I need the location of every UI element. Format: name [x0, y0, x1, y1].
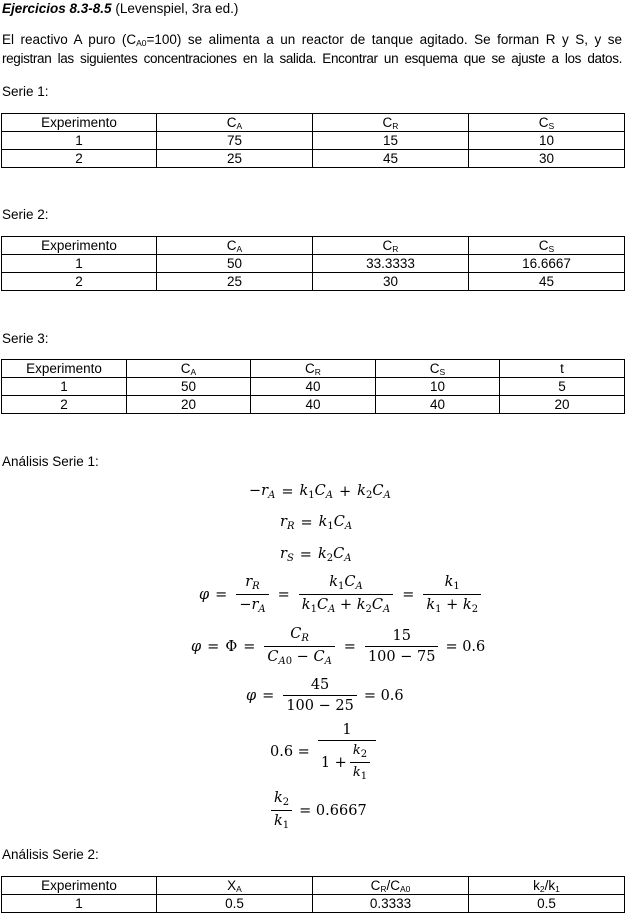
header-cell: $C_R$: [313, 114, 469, 132]
table-row: [2, 378, 625, 396]
table-cell: 50: [157, 255, 313, 273]
table-cell: 0.3333: [313, 895, 469, 913]
table-cell: 10: [376, 378, 500, 396]
table-row: [2, 132, 625, 150]
table-cell: 33.3333: [313, 255, 469, 273]
table-row: [2, 895, 625, 913]
table-header-row: [2, 237, 625, 255]
header-cell: Experimento: [2, 877, 157, 895]
ratio-equation: 0.6 = 1 1 + $\frac{k_2}{k_1}$: [270, 722, 379, 782]
table-header-row: [2, 114, 625, 132]
header-cell: $C_S$: [376, 360, 500, 378]
table-cell: 25: [157, 273, 313, 291]
ratio-result: $\frac{k_2}{k_1}$ = 0.6667: [268, 790, 367, 831]
header-cell: Experimento: [2, 360, 127, 378]
selectivity-experiment-1: φ = Φ = $\frac{C_R}{C_{A0} - C_A}$ = $\frac{15}{100 - 75}$ = 0.6: [191, 626, 486, 667]
table-cell: 2: [2, 396, 127, 414]
intro-paragraph: [2, 30, 622, 68]
table-cell: 45: [313, 150, 469, 168]
table-cell: 20: [500, 396, 625, 414]
table-cell: 0.5: [469, 895, 625, 913]
table-cell: 40: [376, 396, 500, 414]
table-cell: 40: [251, 378, 376, 396]
table-cell: 10: [469, 132, 625, 150]
table-cell: 1: [2, 255, 157, 273]
rate-equation-a: $-r_A$ = $k_1C_A$ + $k_2C_A$: [249, 483, 391, 501]
document-heading: [2, 0, 238, 18]
series3-label: Serie 3:: [2, 331, 49, 346]
analysis2-table: [1, 876, 625, 913]
series2-table: [1, 236, 625, 291]
table-cell: 75: [157, 132, 313, 150]
table-row: [2, 150, 625, 168]
table-row: [2, 396, 625, 414]
header-cell: $C_R$: [313, 237, 469, 255]
header-cell: $C_A$: [127, 360, 251, 378]
table-cell: 30: [469, 150, 625, 168]
table-cell: 0.5: [157, 895, 313, 913]
analysis2-label: Análisis Serie 2:: [2, 847, 99, 862]
series3-table: [1, 359, 625, 414]
header-cell: $C_S$: [469, 237, 625, 255]
rate-equation-r: $r_R$ = $k_1C_A$: [280, 514, 353, 532]
header-cell: Experimento: [2, 237, 157, 255]
selectivity-experiment-2: φ = $\frac{45}{100 - 25}$ = 0.6: [246, 677, 404, 714]
table-cell: 40: [251, 396, 376, 414]
series1-label: Serie 1:: [2, 84, 49, 99]
table-cell: 2: [2, 273, 157, 291]
table-cell: 50: [127, 378, 251, 396]
table-cell: 1: [2, 132, 157, 150]
table-cell: 30: [313, 273, 469, 291]
table-row: [2, 273, 625, 291]
header-cell: $C_A$: [157, 114, 313, 132]
table-cell: 2: [2, 150, 157, 168]
table-row: [2, 255, 625, 273]
table-cell: 15: [313, 132, 469, 150]
intro-line-2: registran las siguientes concentraciones en la salida. Encontrar un esquema que se ajuste a los datos.: [2, 51, 622, 66]
table-cell: 25: [157, 150, 313, 168]
header-cell: t: [500, 360, 625, 378]
header-cell: $X_A$: [157, 877, 313, 895]
series1-table: [1, 113, 625, 168]
header-cell: $C_R/C_{A0}$: [313, 877, 469, 895]
header-cell: Experimento: [2, 114, 157, 132]
analysis1-label: Análisis Serie 1:: [2, 454, 99, 469]
table-header-row: [2, 877, 625, 895]
header-cell: $C_S$: [469, 114, 625, 132]
table-cell: 1: [2, 895, 157, 913]
table-cell: 16.6667: [469, 255, 625, 273]
header-cell: $k_2/k_1$: [469, 877, 625, 895]
table-cell: 1: [2, 378, 127, 396]
table-cell: 5: [500, 378, 625, 396]
exercise-source: (Levenspiel, 3ra ed.): [111, 1, 239, 16]
series2-label: Serie 2:: [2, 207, 49, 222]
rate-equation-s: $r_S$ = $k_2C_A$: [280, 546, 352, 564]
header-cell: $C_A$: [157, 237, 313, 255]
table-cell: 20: [127, 396, 251, 414]
selectivity-definition: φ = $\frac{r_R}{-r_A}$ = $\frac{k_1C_A}{k_1C_A + k_2C_A}$ = $\frac{k_1}{k_1 + k_2}$: [199, 574, 484, 615]
table-cell: 45: [469, 273, 625, 291]
intro-line-1: El reactivo A puro $(C_{A0}=100)$ se alimenta a un reactor de tanque agitado. Se forman R y S, y se: [2, 32, 622, 48]
header-cell: $C_R$: [251, 360, 376, 378]
table-header-row: [2, 360, 625, 378]
exercise-title: Ejercicios 8.3-8.5: [2, 1, 112, 16]
